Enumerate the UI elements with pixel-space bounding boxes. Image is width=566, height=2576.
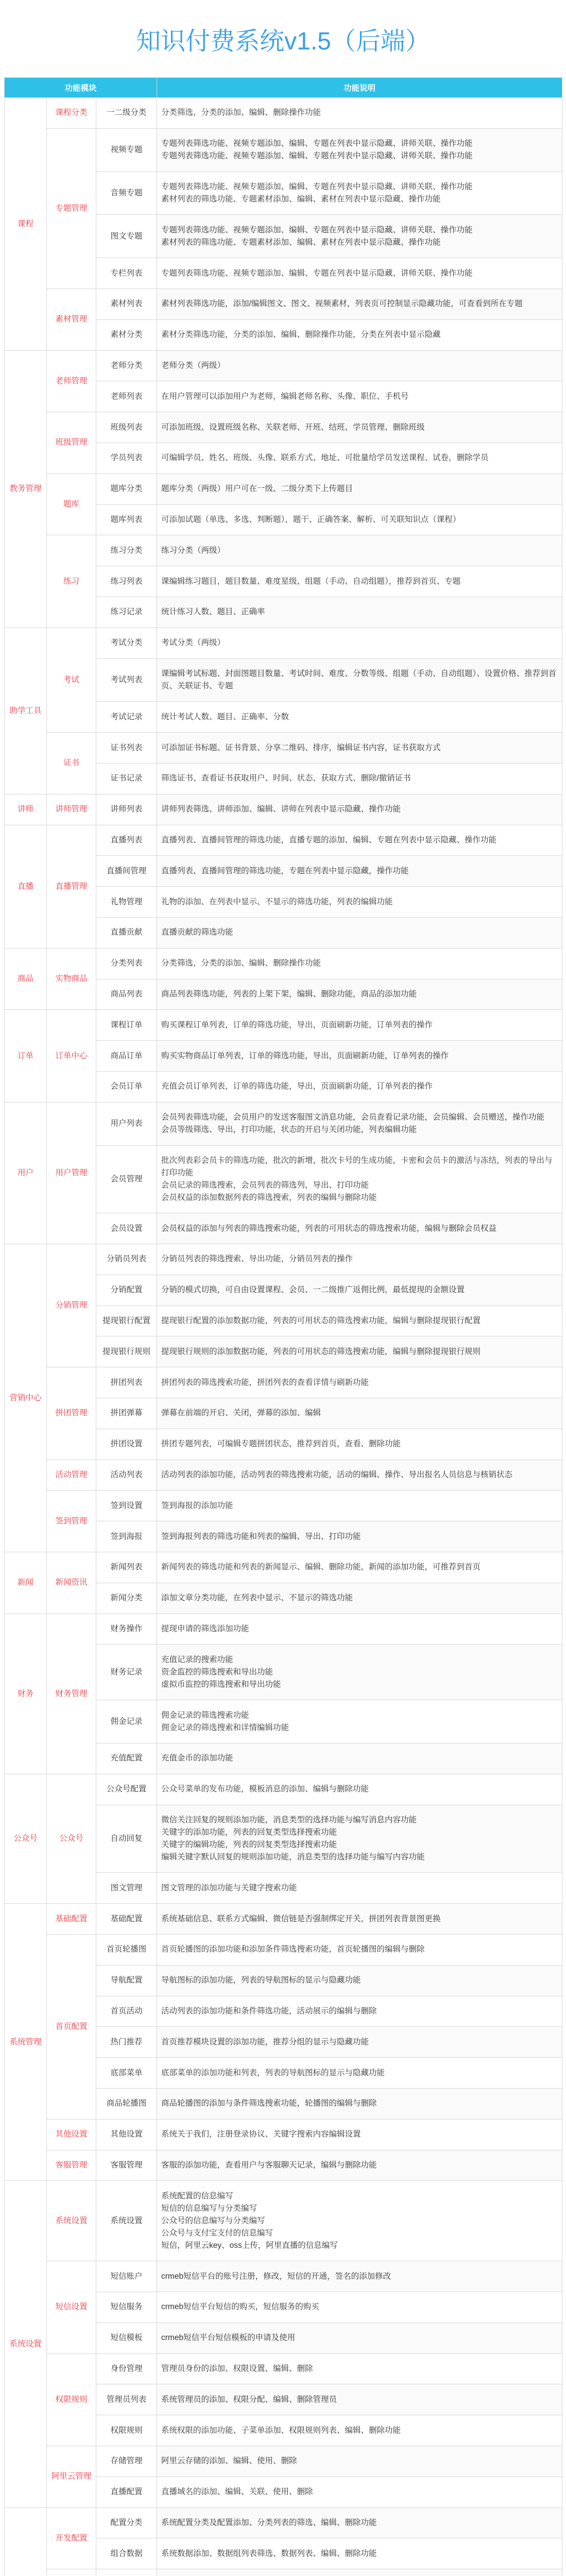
item-cell: 底部菜单 (96, 2058, 157, 2089)
group-cell: 财务管理 (47, 1614, 96, 1774)
item-cell: 证书记录 (96, 763, 157, 794)
description-cell: 分销员列表的筛选搜索、导出功能，分销员列表的操作 (157, 1244, 562, 1275)
description-cell: 可添加证书标题、证书背景、分享二维码、排序，编辑证书内容，证书获取方式 (157, 733, 562, 764)
description-cell: 系统管理员的添加、权限分配、编辑、删除管理员 (157, 2384, 562, 2415)
description-cell: 首页轮播图的添加功能和添加条件筛选搜索功能，首页轮播图的编辑与删除 (157, 1935, 562, 1965)
group-cell: 公众号 (47, 1774, 96, 1903)
description-cell (157, 2569, 562, 2576)
item-cell: 会员订单 (96, 1071, 157, 1102)
item-cell: 提现银行配置 (96, 1306, 157, 1336)
description-cell: 分销的模式切换，可自由设置课程、会员、一二级推广返佣比例，最低提现的金额设置 (157, 1275, 562, 1306)
item-cell: 公众号配置 (96, 1774, 157, 1805)
category-cell: 营销中心 (5, 1244, 47, 1552)
item-cell: 财务操作 (96, 1614, 157, 1645)
table-row (5, 98, 562, 129)
table-row (5, 350, 562, 381)
page-title: 知识付费系统v1.5（后端） (136, 27, 430, 55)
item-cell: 热门推荐 (96, 2027, 157, 2058)
table-row (5, 412, 562, 443)
group-cell: 客服管理 (47, 2150, 96, 2181)
item-cell: 新闻列表 (96, 1552, 157, 1583)
description-cell: 讲师列表筛选、讲师添加、编辑、讲师在列表中显示隐藏、操作功能 (157, 794, 562, 825)
category-cell: 系统管理 (5, 1904, 47, 2181)
item-cell: 导航配置 (96, 1965, 157, 1996)
group-cell: 拼团管理 (47, 1367, 96, 1460)
description-cell: 素材分类筛选功能，分类的添加、编辑、删除操作功能，分类在列表中显示隐藏 (157, 319, 562, 350)
group-cell: 开发配置 (47, 2507, 96, 2569)
description-cell: 统计练习人数、题目、正确率 (157, 597, 562, 628)
description-cell: 素材列表筛选功能，添加/编辑图文、图文、视频素材，列表页可控制显示隐藏功能，可查看到所在专题 (157, 289, 562, 319)
item-cell: 活动列表 (96, 1460, 157, 1490)
category-cell: 公众号 (5, 1774, 47, 1903)
group-cell: 阿里云管理 (47, 2446, 96, 2507)
item-cell: 权限规则 (96, 2415, 157, 2446)
table-row (5, 2150, 562, 2181)
description-cell: 直播域名的添加、编辑、关联、使用、删除 (157, 2477, 562, 2507)
description-cell: 课编辑考试标题、封面图题目数量、考试时间、难度、分数等级、组题（手动、自动组题）、设置价格、推荐到首页、关联证书、专题 (157, 658, 562, 702)
description-cell: 礼物的添加、在列表中显示、不显示的筛选功能，列表的编辑功能 (157, 887, 562, 918)
category-cell: 直播 (5, 825, 47, 948)
table-row (5, 1460, 562, 1490)
item-cell: 充值配置 (96, 1743, 157, 1774)
description-cell: 专题列表筛选功能、视频专题添加、编辑、专题在列表中显示隐藏、讲师关联、操作功能 素材列表的筛选功能、专题素材添加、编辑、素材在列表中显示隐藏、操作功能 (157, 215, 562, 258)
description-cell: 购买课程订单列表，订单的筛选功能，导出，页面刷新功能，订单列表的操作 (157, 1010, 562, 1041)
group-cell: 用户管理 (47, 1102, 96, 1244)
description-cell: 公众号菜单的发布功能，模板消息的添加、编辑与删除功能 (157, 1774, 562, 1805)
item-cell: 佣金记录 (96, 1700, 157, 1743)
item-cell: 短信服务 (96, 2292, 157, 2323)
table-row (5, 2353, 562, 2384)
item-cell: 管理员列表 (96, 2384, 157, 2415)
table-row (5, 1552, 562, 1583)
item-cell: 一二级分类 (96, 98, 157, 129)
category-cell: 商品 (5, 948, 47, 1010)
description-cell: 专题列表筛选功能、视频专题添加、编辑、专题在列表中显示隐藏、讲师关联、操作功能 (157, 258, 562, 289)
category-cell: 订单 (5, 1010, 47, 1102)
table-row (5, 948, 562, 979)
description-cell: 筛选证书、查看证书获取用户、时间、状态、获取方式、删除/撤销证书 (157, 763, 562, 794)
table-row (5, 1614, 562, 1645)
item-cell: 练习列表 (96, 566, 157, 597)
item-cell: 分销配置 (96, 1275, 157, 1306)
description-cell: 考试分类（两级） (157, 628, 562, 658)
item-cell: 素材分类 (96, 319, 157, 350)
item-cell: 直播配置 (96, 2477, 157, 2507)
description-cell: 管理员身份的添加、权限设置、编辑、删除 (157, 2353, 562, 2384)
table-row (5, 128, 562, 172)
group-cell: 签到管理 (47, 1490, 96, 1552)
category-cell: 财务 (5, 1614, 47, 1774)
table-row (5, 473, 562, 504)
category-cell: 用户 (5, 1102, 47, 1244)
group-cell: 权限规则 (47, 2353, 96, 2446)
description-cell: 商品列表筛选功能，列表的上架下架，编辑、删除功能，商品的添加功能 (157, 979, 562, 1010)
description-cell: 直播列表、直播间管理的筛选功能，直播专题的添加、编辑、专题在列表中显示隐藏、操作功能 (157, 825, 562, 856)
description-cell: 活动列表的添加功能和条件筛选功能，活动展示的编辑与删除 (157, 1996, 562, 2027)
item-cell: 课程订单 (96, 1010, 157, 1041)
description-cell: 新闻列表的筛选功能和列表的新闻显示、编辑、删除功能，新闻的添加功能，可推荐到首页 (157, 1552, 562, 1583)
description-cell: 底部菜单的添加功能和列表，列表的导航图标的显示与隐藏功能 (157, 2058, 562, 2089)
description-cell: 提现申请的筛选添加功能 (157, 1614, 562, 1645)
item-cell: 首页活动 (96, 1996, 157, 2027)
description-cell: 导航图标的添加功能，列表的导航图标的显示与隐藏功能 (157, 1965, 562, 1996)
item-cell: 客服管理 (96, 2150, 157, 2181)
item-cell: 分销员列表 (96, 1244, 157, 1275)
item-cell: 拼团弹幕 (96, 1398, 157, 1429)
group-cell: 证书 (47, 733, 96, 794)
description-cell: 题库分类（两级）用户可在一级、二级分类下上传题目 (157, 473, 562, 504)
item-cell: 直播列表 (96, 825, 157, 856)
group-cell: 新闻资讯 (47, 1552, 96, 1614)
group-cell: 分销管理 (47, 1244, 96, 1367)
group-cell: 系统设置 (47, 2181, 96, 2261)
item-cell: 班级列表 (96, 412, 157, 443)
description-cell: 提现银行配置的添加数据功能，列表的可用状态的筛选搜索功能，编辑与删除提现银行配置 (157, 1306, 562, 1336)
description-cell: 可编辑学员、姓名、班级、头像、联系方式、地址、可批量给学员发送课程、试卷，删除学员 (157, 443, 562, 473)
item-cell: 首页轮播图 (96, 1935, 157, 1965)
item-cell: 提现银行规则 (96, 1336, 157, 1367)
item-cell: 短信账户 (96, 2261, 157, 2292)
item-cell: 直播贡献 (96, 917, 157, 948)
table-row (5, 2119, 562, 2150)
header-description: 功能说明 (157, 78, 562, 98)
item-cell: 配置分类 (96, 2507, 157, 2538)
item-cell: 考试记录 (96, 702, 157, 733)
group-cell: 订单中心 (47, 1010, 96, 1102)
item-cell: 短信模板 (96, 2323, 157, 2353)
header-module: 功能模块 (5, 78, 157, 98)
description-cell: 直播列表、直播间管理的筛选功能，专题在列表中显示隐藏，操作功能 (157, 856, 562, 887)
item-cell: 讲师列表 (96, 794, 157, 825)
item-cell: 考试分类 (96, 628, 157, 658)
item-cell: 签到设置 (96, 1490, 157, 1521)
description-cell: 统计考试人数、题目、正确率、分数 (157, 702, 562, 733)
item-cell: 系统设置 (96, 2181, 157, 2261)
table-header-row (5, 78, 562, 98)
description-cell: 系统权限的添加功能、子菜单添加、权限规则列表、编辑、删除功能 (157, 2415, 562, 2446)
group-cell: 实物商品 (47, 948, 96, 1010)
item-cell: 商品订单 (96, 1041, 157, 1072)
table-row (5, 1490, 562, 1521)
description-cell: 购买实物商品订单列表，订单的筛选功能，导出，页面刷新功能，订单列表的操作 (157, 1041, 562, 1072)
item-cell: 自动回复 (96, 1805, 157, 1873)
item-cell: 素材列表 (96, 289, 157, 319)
description-cell: 老师分类（两级） (157, 350, 562, 381)
category-cell: 系统设置 (5, 2181, 47, 2507)
category-cell: 教务管理 (5, 350, 47, 628)
group-cell: 其他设置 (47, 2119, 96, 2150)
group-cell: 课程分类 (47, 98, 96, 129)
category-cell: 新闻 (5, 1552, 47, 1614)
item-cell: 拼团列表 (96, 1367, 157, 1398)
description-cell: 首页推荐模块设置的添加功能，推荐分组的显示与隐藏功能 (157, 2027, 562, 2058)
description-cell: 批次列表彩会员卡的筛选功能，批次的新增，批次卡号的生成功能，卡密和会员卡的激活与冻结，列表的导出与打印功能 会员记录的筛选搜索，会员列表的筛选列，导出、打印功能 会员权益的添加数据列表的筛选搜索，列表的编辑与删除功能 (157, 1145, 562, 1213)
description-cell: 系统基础信息、联系方式编辑、微信链是否强制绑定开关，拼团列表背景图更换 (157, 1904, 562, 1935)
description-cell: 充值记录的搜索功能 资金监控的筛选搜索和导出功能 虚拟币监控的筛选搜索和导出功能 (157, 1645, 562, 1700)
description-cell: 在用户管理可以添加用户为老师，编辑老师名称、头像、职位、手机号 (157, 381, 562, 412)
description-cell: crmeb短信平台的账号注册，修改，短信的开通，签名的添加修改 (157, 2261, 562, 2292)
description-cell: 系统关于我们，注册登录协议、关键字搜索内容编辑设置 (157, 2119, 562, 2150)
item-cell: 礼物管理 (96, 887, 157, 918)
table-row (5, 628, 562, 658)
group-cell: 基础配置 (47, 1904, 96, 1935)
description-cell: 充值金币的添加功能 (157, 1743, 562, 1774)
item-cell: 会员设置 (96, 1213, 157, 1244)
description-cell: crmeb短信平台短信的购买，短信服务的购买 (157, 2292, 562, 2323)
description-cell: 分类筛选，分类的添加、编辑、删除操作功能 (157, 98, 562, 129)
description-cell: 阿里云存储的添加、编辑、使用、删除 (157, 2446, 562, 2477)
description-cell: 系统数据添加、数据组列表筛选、数据列表、编辑、删除功能 (157, 2538, 562, 2569)
description-cell: 签到海报列表的筛选功能和列表的编辑、导出、打印功能 (157, 1521, 562, 1552)
table-row (5, 2507, 562, 2538)
description-cell: 充值会员订单列表，订单的筛选功能，导出，页面刷新功能，订单列表的操作 (157, 1071, 562, 1102)
table-row (5, 2261, 562, 2292)
item-cell: 老师分类 (96, 350, 157, 381)
item-cell: 新闻分类 (96, 1583, 157, 1614)
category-cell: 讲师 (5, 794, 47, 825)
description-cell: 微信关注回复的规则添加功能，消息类型的选择功能与编写消息内容功能 关键字的添加功能，列表的回复类型选择搜索功能 关键字的编辑功能，列表的回复类型选择搜索功能 编辑关键字默认回复的规则添加功能，消息类型的选择功能与编写内容功能 (157, 1805, 562, 1873)
description-cell: 拼团专题列表，可编辑专题拼团状态，推荐到首页，查看、删除功能 (157, 1429, 562, 1460)
description-cell: 系统配置分类及配置添加、分类列表的筛选、编辑、删除功能 (157, 2507, 562, 2538)
group-cell: 老师管理 (47, 350, 96, 412)
table-row (5, 794, 562, 825)
table-row (5, 289, 562, 319)
item-cell: 用户列表 (96, 1102, 157, 1145)
description-cell: 分类筛选，分类的添加、编辑、删除操作功能 (157, 948, 562, 979)
table-row (5, 825, 562, 856)
item-cell: 身份管理 (96, 2353, 157, 2384)
item-cell: 其他设置 (96, 2119, 157, 2150)
group-cell: 练习 (47, 535, 96, 628)
table-row (5, 733, 562, 764)
item-cell: 题库列表 (96, 504, 157, 535)
category-cell: 助学工具 (5, 628, 47, 794)
group-cell: 直播管理 (47, 825, 96, 948)
description-cell: 会员列表筛选功能，会员用户的发送客服图文消息功能，会员查看记录功能，会员编辑、会员赠送，操作功能 会员等级筛选、导出，打印功能，状态的开启与关闭功能，列表编辑功能 (157, 1102, 562, 1145)
category-cell (5, 2507, 47, 2576)
description-cell: 提现银行规则的添加数据功能，列表的可用状态的筛选搜索功能，编辑与删除提现银行规则 (157, 1336, 562, 1367)
category-cell: 课程 (5, 98, 47, 351)
table-row (5, 1367, 562, 1398)
feature-table (4, 77, 562, 2576)
table-row (5, 2446, 562, 2477)
group-cell: 班级管理 (47, 412, 96, 474)
item-cell: 证书列表 (96, 733, 157, 764)
group-cell: 首页配置 (47, 1935, 96, 2120)
description-cell: 系统配置的信息编写 短信的信息编写与分类编写 公众号的信息编写与分类编写 公众号与支付宝支付的信息编写 短信，阿里云key、oss上传，阿里直播的信息编写 (157, 2181, 562, 2261)
item-cell: 组合数据 (96, 2538, 157, 2569)
description-cell: 专题列表筛选功能、视频专题添加、编辑、专题在列表中显示隐藏、讲师关联、操作功能 素材列表的筛选功能、专题素材添加、编辑、素材在列表中显示隐藏、操作功能 (157, 172, 562, 215)
table-body (5, 98, 562, 2576)
group-cell: 讲师管理 (47, 794, 96, 825)
description-cell: 客服的添加功能，查看用户与客服聊天记录，编辑与删除功能 (157, 2150, 562, 2181)
group-cell: 考试 (47, 628, 96, 732)
description-cell: 弹幕在前端的开启、关闭，弹幕的添加、编辑 (157, 1398, 562, 1429)
group-cell (47, 2569, 96, 2576)
description-cell: 签到海报的添加功能 (157, 1490, 562, 1521)
item-cell: 商品列表 (96, 979, 157, 1010)
description-cell: 课编辑练习题目，题目数量、难度星级、组题（手动、自动组题），推荐到首页、专题 (157, 566, 562, 597)
description-cell: 会员权益的添加与列表的筛选搜索功能，列表的可用状态的筛选搜索功能，编辑与删除会员权益 (157, 1213, 562, 1244)
group-cell: 素材管理 (47, 289, 96, 350)
item-cell: 练习分类 (96, 535, 157, 566)
table-row (5, 1935, 562, 1965)
description-cell: 可添加试题（单选、多选、判断题），题干、正确答案、解析、可关联知识点（课程） (157, 504, 562, 535)
item-cell: 会员管理 (96, 1145, 157, 1213)
item-cell: 练习记录 (96, 597, 157, 628)
description-cell: crmeb短信平台短信模板的申请及使用 (157, 2323, 562, 2353)
item-cell: 音频专题 (96, 172, 157, 215)
description-cell: 活动列表的添加功能，活动列表的筛选搜索功能，活动的编辑、操作、导出报名人员信息与核销状态 (157, 1460, 562, 1490)
group-cell: 活动管理 (47, 1460, 96, 1490)
item-cell: 拼团设置 (96, 1429, 157, 1460)
table-row (5, 1102, 562, 1145)
item-cell: 基础配置 (96, 1904, 157, 1935)
description-cell: 添加文章分类功能，在列表中显示、不显示的筛选功能 (157, 1583, 562, 1614)
item-cell: 图文专题 (96, 215, 157, 258)
item-cell (96, 2569, 157, 2576)
table-row (5, 535, 562, 566)
description-cell: 拼团列表的筛选搜索功能，拼团列表的查看详情与刷新功能 (157, 1367, 562, 1398)
table-row (5, 1774, 562, 1805)
description-cell: 可添加班级、设置班级名称、关联老师、开班、结班、学员管理、删除班级 (157, 412, 562, 443)
table-row (5, 1904, 562, 1935)
table-row (5, 1244, 562, 1275)
item-cell: 学员列表 (96, 443, 157, 473)
group-cell: 专题管理 (47, 128, 96, 289)
description-cell: 商品轮播图的添加与条件筛选搜索功能，轮播图的编辑与删除 (157, 2089, 562, 2120)
item-cell: 签到海报 (96, 1521, 157, 1552)
item-cell: 老师列表 (96, 381, 157, 412)
item-cell: 图文管理 (96, 1873, 157, 1904)
item-cell: 专栏列表 (96, 258, 157, 289)
group-cell: 题库 (47, 473, 96, 535)
description-cell: 练习分类（两级） (157, 535, 562, 566)
description-cell: 图文管理的添加功能与关键字搜索功能 (157, 1873, 562, 1904)
description-cell: 佣金记录的筛选搜索功能 佣金记录的筛选搜索和详情编辑功能 (157, 1700, 562, 1743)
item-cell: 视频专题 (96, 128, 157, 172)
table-row (5, 2181, 562, 2261)
item-cell: 财务记录 (96, 1645, 157, 1700)
item-cell: 考试列表 (96, 658, 157, 702)
item-cell: 分类列表 (96, 948, 157, 979)
item-cell: 商品轮播图 (96, 2089, 157, 2120)
group-cell: 短信设置 (47, 2261, 96, 2353)
description-cell: 专题列表筛选功能、视频专题添加、编辑、专题在列表中显示隐藏、讲师关联、操作功能 专题列表筛选功能、视频专题添加、编辑、专题在列表中显示隐藏、讲师关联、操作功能 (157, 128, 562, 172)
table-row (5, 2569, 562, 2576)
item-cell: 题库分类 (96, 473, 157, 504)
table-row (5, 1010, 562, 1041)
description-cell: 直播贡献的筛选功能 (157, 917, 562, 948)
item-cell: 存储管理 (96, 2446, 157, 2477)
item-cell: 直播间管理 (96, 856, 157, 887)
